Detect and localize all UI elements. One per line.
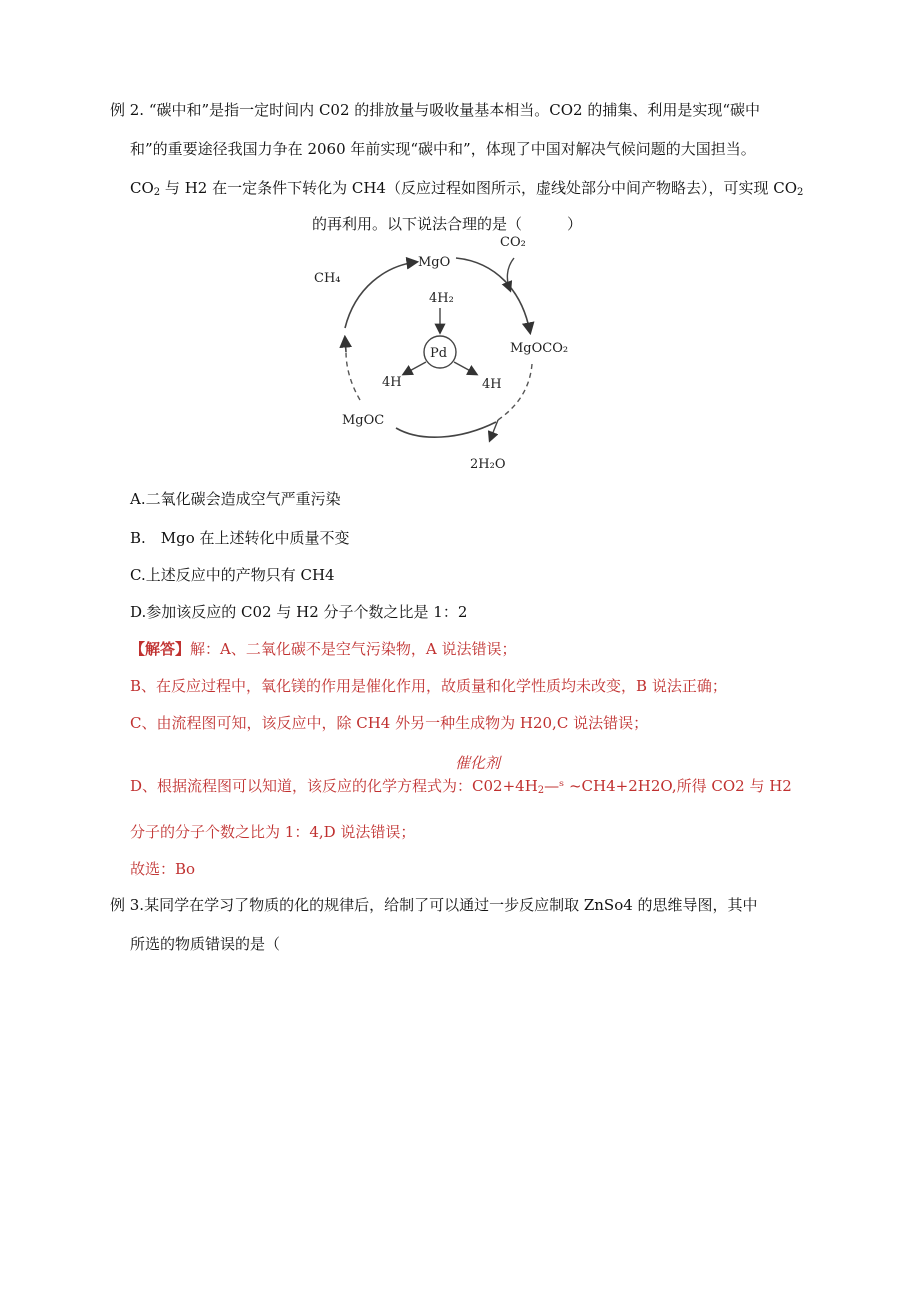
arc-mgo-to-mgoco2 bbox=[456, 258, 530, 332]
label-pd: Pd bbox=[430, 346, 448, 361]
dashed-arc-left bbox=[346, 352, 360, 400]
label-h2o: 2H₂O bbox=[470, 457, 506, 472]
option-b: B. Mgo 在上述转化中质量不变 bbox=[130, 529, 350, 547]
label-co2: CO₂ bbox=[500, 235, 526, 250]
label-h-left: 4H bbox=[382, 375, 402, 390]
example2-line3: $CO_2$ 与 H2 在一定条件下转化为 CH4（反应过程如图所示，虚线处部分中间产物略去），可实现 $CO_2$ bbox=[130, 179, 804, 198]
arc-to-mgo bbox=[345, 262, 416, 328]
example2-line4: 的再利用。以下说法合理的是（ ） bbox=[312, 215, 583, 233]
option-c: C.上述反应中的产物只有 CH4 bbox=[130, 566, 335, 584]
catalyst-label: 催化剂 bbox=[455, 754, 501, 772]
example3-line1: 例 3.某同学在学习了物质的化的规律后，给制了可以通过一步反应制取 ZnSo4 的思维导图，其中 bbox=[110, 896, 758, 914]
arrow-pd-to-h-left bbox=[404, 362, 426, 374]
answer-line-d2: 分子的分子个数之比为 1：4,D 说法错误； bbox=[130, 823, 416, 841]
label-h-right: 4H bbox=[482, 377, 502, 392]
answer-line-c: C、由流程图可知，该反应中，除 CH4 外另一种生成物为 H20,C 说法错误； bbox=[130, 714, 649, 732]
answer-line-b: B、在反应过程中，氧化镁的作用是催化作用，故质量和化学性质均未改变，B 说法正确； bbox=[130, 677, 727, 695]
arrow-up-left bbox=[345, 338, 346, 352]
label-mgoco2: MgOCO₂ bbox=[510, 341, 569, 356]
label-mgo: MgO bbox=[418, 255, 451, 270]
example2-line1: 例 2. “碳中和”是指一定时间内 C02 的排放量与吸收量基本相当。CO2 的捕集、利用是实现“碳中 bbox=[110, 101, 761, 119]
example3-line2: 所选的物质错误的是（ bbox=[130, 935, 281, 953]
arrow-co2-in bbox=[507, 258, 514, 290]
arrow-pd-to-h-right bbox=[454, 362, 476, 374]
label-h2: 4H₂ bbox=[429, 291, 454, 306]
answer-tag: 【解答】 bbox=[130, 640, 191, 658]
answer-line-a: 【解答】解：A、二氧化碳不是空气污染物，A 说法错误； bbox=[130, 640, 517, 658]
answer-line-d: D、根据流程图可以知道，该反应的化学方程式为：$C02+4H_2—ˢ$ ~CH4+2H2O,所得 CO2 与 H2 bbox=[130, 777, 792, 796]
reaction-cycle-diagram bbox=[300, 228, 600, 478]
arc-bottom bbox=[396, 422, 496, 437]
option-a: A.二氧化碳会造成空气严重污染 bbox=[130, 490, 341, 508]
example2-line2: 和”的重要途径我国力争在 2060 年前实现“碳中和”，体现了中国对解决气候问题的大国担当。 bbox=[130, 140, 756, 158]
option-d: D.参加该反应的 C02 与 H2 分子个数之比是 1：2 bbox=[130, 603, 468, 621]
label-mgoc: MgOC bbox=[342, 413, 385, 428]
dashed-arc-right bbox=[498, 364, 532, 420]
label-ch4: CH₄ bbox=[314, 271, 341, 286]
answer-choice: 故选：Bo bbox=[130, 860, 196, 878]
